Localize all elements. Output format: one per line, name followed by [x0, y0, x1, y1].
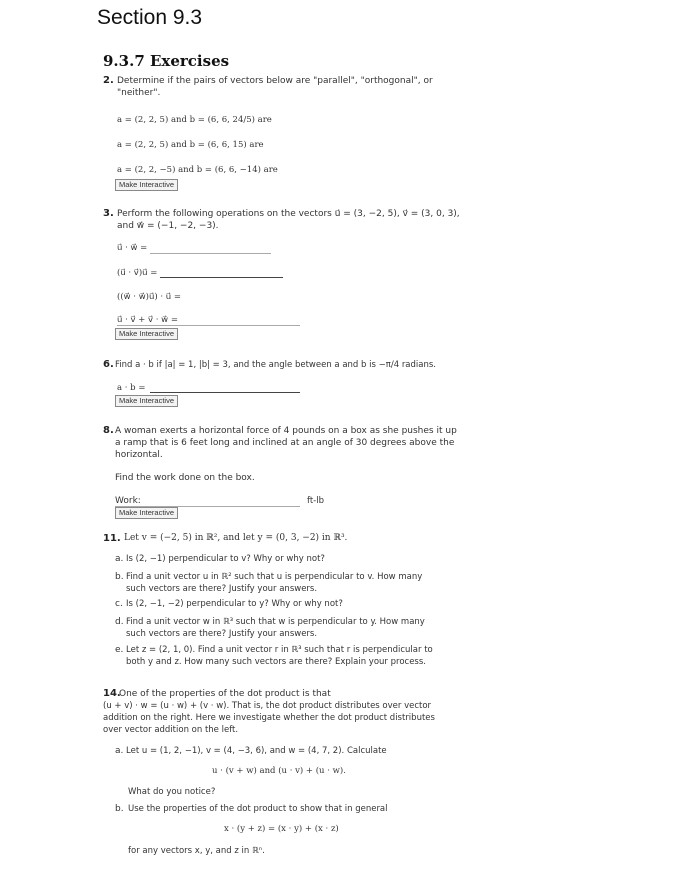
- exercise-6-prompt: Find a · b if |a| = 1, |b| = 3, and the angle between a and b is −π/4 radians.: [115, 360, 436, 370]
- exercise-11-e-text-1: Let z = (2, 1, 0). Find a unit vector r in ℝ³ such that r is perpendicular to: [126, 645, 433, 655]
- exercise-8-number: 8.: [103, 425, 114, 436]
- exercise-11-b-text-1: Find a unit vector u in ℝ² such that u is perpendicular to v. How many: [126, 572, 423, 582]
- exercise-14-prompt-line3: addition on the right. Here we investigate whether the dot product distributes: [103, 713, 435, 723]
- exercise-11-a-text: Is (2, −1) perpendicular to v? Why or why not?: [126, 554, 325, 564]
- exercise-3-answer-2-field[interactable]: [160, 277, 283, 278]
- exercise-11-d-text-1: Find a unit vector w in ℝ³ such that w is perpendicular to y. How many: [126, 617, 425, 627]
- exercise-11-c-label: c.: [115, 599, 123, 609]
- section-title: Section 9.3: [97, 6, 203, 29]
- exercise-8-question: Find the work done on the box.: [115, 473, 255, 483]
- exercise-2-number: 2.: [103, 75, 114, 86]
- exercise-14-a-label: a.: [115, 746, 124, 756]
- exercise-3-op-4: u⃗ · v⃗ + v⃗ · w⃗ =: [117, 315, 178, 325]
- exercise-3-answer-1-field[interactable]: [150, 253, 271, 254]
- exercise-3-op-2: (u⃗ · v⃗)u⃗ =: [117, 268, 158, 278]
- exercise-8-prompt-line1: A woman exerts a horizontal force of 4 pounds on a box as she pushes it up: [115, 426, 457, 436]
- exercise-8-make-interactive-button[interactable]: Make Interactive: [115, 507, 178, 519]
- exercise-8-work-label: Work:: [115, 496, 141, 506]
- exercise-11-d-label: d.: [115, 617, 124, 627]
- exercise-11-prompt: Let v = (−2, 5) in ℝ², and let y = (0, 3, −2) in ℝ³.: [124, 533, 348, 543]
- exercise-14-prompt-line4: over vector addition on the left.: [103, 725, 239, 735]
- exercise-3-op-3: ((w⃗ · w⃗)u⃗) · u⃗ =: [117, 292, 181, 302]
- exercise-14-a-formula: u · (v + w) and (u · v) + (u · w).: [212, 766, 346, 776]
- exercise-2-make-interactive-button[interactable]: Make Interactive: [115, 179, 178, 191]
- exercise-11-b-text-2: such vectors are there? Justify your answers.: [126, 584, 318, 594]
- exercise-3-make-interactive-button[interactable]: Make Interactive: [115, 328, 178, 340]
- exercise-14-a-question: What do you notice?: [128, 787, 216, 797]
- exercise-11-c-text: Is (2, −1, −2) perpendicular to y? Why or why not?: [126, 599, 343, 609]
- exercise-3-prompt-line1: Perform the following operations on the vectors u⃗ = (3, −2, 5), v⃗ = (3, 0, 3),: [117, 209, 460, 219]
- exercise-3-answer-4-field[interactable]: [117, 325, 300, 326]
- exercise-3-op-1: u⃗ · w⃗ =: [117, 243, 148, 253]
- exercise-11-d-text-2: such vectors are there? Justify your answers.: [126, 629, 318, 639]
- exercise-6-number: 6.: [103, 359, 114, 370]
- exercise-2-item-2: a = (2, 2, 5) and b = (6, 6, 15) are: [117, 140, 264, 150]
- exercise-14-a-text: Let u = (1, 2, −1), v = (4, −3, 6), and w = (4, 7, 2). Calculate: [126, 746, 387, 756]
- exercise-14-prompt-line2: (u + v) · w = (u · w) + (v · w). That is, the dot product distributes over vector: [103, 701, 432, 711]
- exercise-11-e-text-2: both y and z. How many such vectors are there? Explain your process.: [126, 657, 426, 667]
- exercise-8-unit: ft-lb: [307, 496, 324, 506]
- exercise-14-b-tail: for any vectors x, y, and z in ℝⁿ.: [128, 846, 265, 856]
- exercise-6-answer-label: a · b =: [117, 383, 146, 393]
- exercise-11-e-label: e.: [115, 645, 124, 655]
- exercise-14-prompt-line1: One of the properties of the dot product is that: [119, 689, 331, 699]
- exercise-14-b-label: b.: [115, 804, 124, 814]
- exercise-6-answer-field[interactable]: [150, 392, 300, 393]
- exercise-11-number: 11.: [103, 533, 121, 544]
- exercise-6-make-interactive-button[interactable]: Make Interactive: [115, 395, 178, 407]
- exercise-14-b-formula: x · (y + z) = (x · y) + (x · z): [224, 824, 339, 834]
- exercise-14-b-text: Use the properties of the dot product to show that in general: [128, 804, 388, 814]
- exercise-2-item-3: a = (2, 2, −5) and b = (6, 6, −14) are: [117, 165, 278, 175]
- exercise-11-a-label: a.: [115, 554, 124, 564]
- exercise-8-prompt-line3: horizontal.: [115, 450, 163, 460]
- exercise-2-item-1: a = (2, 2, 5) and b = (6, 6, 24/5) are: [117, 115, 272, 125]
- exercise-14-number: 14.: [103, 688, 121, 699]
- exercise-2-prompt-line2: "neither".: [117, 88, 161, 98]
- exercise-3-prompt-line2: and w⃗ = (−1, −2, −3).: [117, 221, 219, 231]
- exercise-11-b-label: b.: [115, 572, 124, 582]
- exercise-8-prompt-line2: a ramp that is 6 feet long and inclined at an angle of 30 degrees above the: [115, 438, 455, 448]
- exercise-3-number: 3.: [103, 208, 114, 219]
- subsection-title: 9.3.7 Exercises: [103, 52, 230, 70]
- exercise-2-prompt-line1: Determine if the pairs of vectors below are "parallel", "orthogonal", or: [117, 76, 433, 86]
